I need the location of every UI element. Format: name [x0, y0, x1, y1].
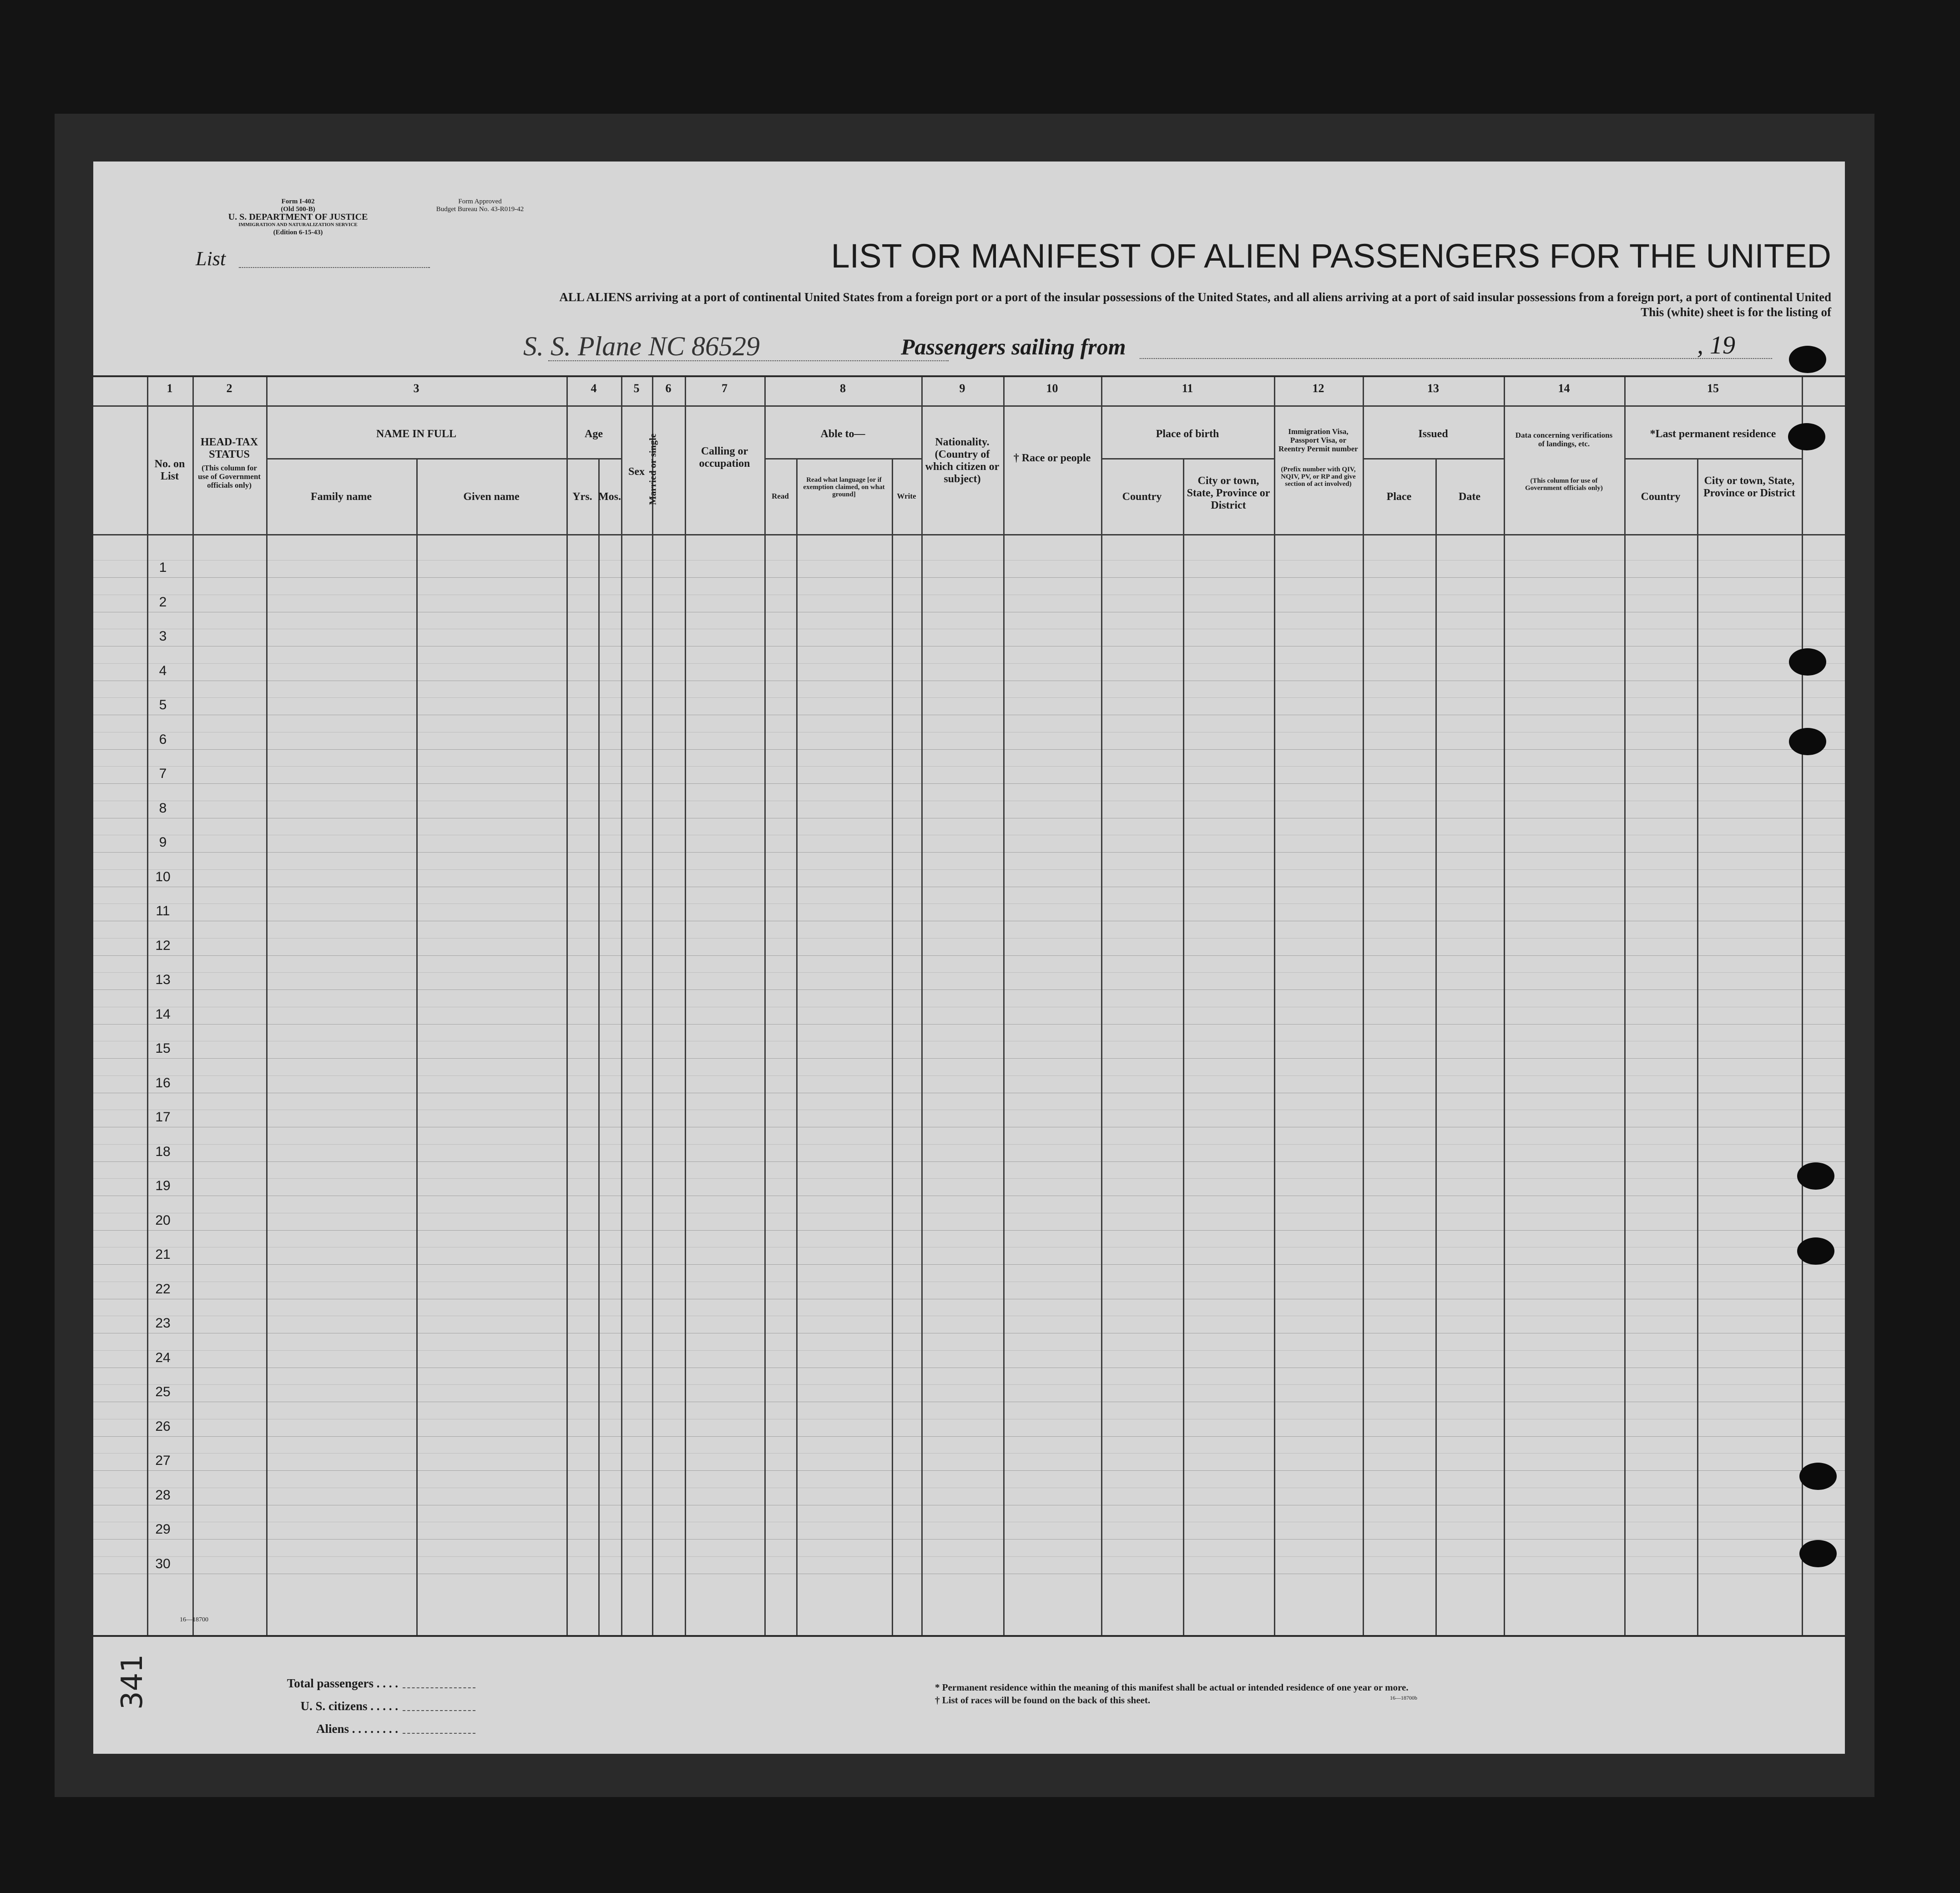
- footnotes: [935, 1681, 1409, 1706]
- column-divider: [192, 377, 194, 1635]
- write-header: Write: [897, 492, 916, 500]
- form-identifier: [175, 198, 421, 237]
- year-label: , 19: [1697, 331, 1735, 359]
- head-tax-header: HEAD-TAX STATUS: [200, 436, 258, 460]
- issued-header: Issued: [1418, 428, 1448, 440]
- column-divider: [1697, 458, 1698, 1635]
- birth-country-header: Country: [1122, 491, 1162, 503]
- punch-hole: [1799, 1463, 1837, 1490]
- column-divider: [1435, 458, 1437, 1635]
- row-number: 21: [155, 1247, 171, 1262]
- column-number: 10: [1046, 382, 1058, 395]
- punch-hole: [1788, 423, 1825, 450]
- totals-block: [248, 1672, 475, 1740]
- approval-line-1: Form Approved: [458, 198, 502, 205]
- married-single-header: Married or single: [647, 433, 658, 505]
- service-name: IMMIGRATION AND NATURALIZATION SERVICE: [238, 222, 358, 227]
- row-rule: [93, 1264, 1845, 1265]
- row-subrule: [93, 1556, 1845, 1557]
- column-divider: [1624, 377, 1626, 1635]
- footnote-residence: * Permanent residence within the meaning of this manifest shall be actual or intended residence of one year or more.: [935, 1682, 1409, 1693]
- punch-hole: [1797, 1237, 1834, 1265]
- able-to-header: Able to—: [820, 428, 865, 440]
- column-divider: [1802, 377, 1803, 1635]
- family-name-header: Family name: [311, 491, 372, 503]
- birth-subheader-divider: [1101, 458, 1274, 459]
- punch-hole: [1789, 728, 1826, 755]
- row-rule: [93, 1230, 1845, 1231]
- row-rule: [93, 1470, 1845, 1471]
- column-number: 8: [840, 382, 846, 395]
- birth-city-header: City or town, State, Province or District: [1187, 475, 1270, 511]
- row-number: 6: [159, 732, 167, 747]
- age-months-header: Mos.: [598, 491, 621, 503]
- row-subrule: [93, 1384, 1845, 1385]
- vessel-blank: [548, 360, 949, 361]
- punch-hole: [1799, 1540, 1837, 1567]
- sailing-from-label: Passengers sailing from: [901, 334, 1126, 359]
- row-number: 7: [159, 766, 167, 781]
- vessel-handwritten: S. S. Plane NC 86529: [523, 331, 760, 361]
- total-passengers-label: Total passengers . . . .: [287, 1676, 398, 1690]
- column-number: 12: [1312, 382, 1324, 395]
- row-number: 19: [155, 1178, 171, 1193]
- residence-subheader-divider: [1624, 458, 1802, 459]
- punch-hole: [1789, 346, 1826, 373]
- row-number: 20: [155, 1212, 171, 1228]
- row-subrule: [93, 1075, 1845, 1076]
- column-divider: [1101, 377, 1102, 1635]
- row-number: 25: [155, 1384, 171, 1399]
- issued-date-header: Date: [1459, 491, 1480, 503]
- column-number: 3: [413, 382, 419, 395]
- age-header: Age: [585, 428, 603, 440]
- head-tax-note: (This column for use of Government officials only): [198, 464, 261, 490]
- column-divider: [416, 458, 418, 1635]
- column-divider: [921, 377, 923, 1635]
- us-citizens-label: U. S. citizens . . . . .: [300, 1699, 398, 1713]
- row-number: 18: [155, 1144, 171, 1159]
- column-divider: [621, 377, 622, 1635]
- column-number: 1: [167, 382, 173, 395]
- row-number: 26: [155, 1418, 171, 1434]
- form-number: Form I-402: [281, 198, 315, 205]
- row-subrule: [93, 869, 1845, 870]
- nationality-header: Nationality. (Country of which citizen or subject): [925, 436, 1000, 485]
- column-divider: [598, 458, 600, 1635]
- column-number: 5: [633, 382, 640, 395]
- row-rule: [93, 852, 1845, 853]
- race-header: † Race or people: [1013, 452, 1091, 464]
- column-divider: [1274, 377, 1275, 1635]
- header-bottom-divider: [93, 534, 1845, 535]
- department-name: U. S. DEPARTMENT OF JUSTICE: [228, 212, 368, 222]
- row-rule: [93, 989, 1845, 990]
- issued-place-header: Place: [1386, 491, 1412, 503]
- row-rule: [93, 1161, 1845, 1162]
- column-divider: [652, 377, 653, 1635]
- column-divider: [796, 458, 798, 1635]
- aliens-label: Aliens . . . . . . . .: [316, 1722, 398, 1736]
- row-rule: [93, 1024, 1845, 1025]
- aliens-blank: [403, 1724, 475, 1734]
- no-on-list-header: No. on List: [154, 458, 185, 482]
- form-old-number: (Old 500-B): [281, 206, 315, 213]
- row-number: 17: [155, 1110, 171, 1125]
- row-subrule: [93, 697, 1845, 698]
- approval-line-2: Budget Bureau No. 43-R019-42: [436, 206, 524, 213]
- column-divider: [892, 458, 893, 1635]
- total-passengers-blank: [403, 1678, 475, 1688]
- row-rule: [93, 1058, 1845, 1059]
- punch-hole: [1789, 648, 1826, 676]
- aliens-row: [248, 1717, 475, 1740]
- form-approval: [384, 198, 576, 213]
- row-number: 14: [155, 1006, 171, 1022]
- row-subrule: [93, 938, 1845, 939]
- row-number: 9: [159, 835, 167, 850]
- list-number-blank: [239, 267, 430, 268]
- subtitle-line-2: This (white) sheet is for the listing of: [1641, 305, 1831, 319]
- row-number: 28: [155, 1487, 171, 1503]
- column-divider: [1183, 458, 1184, 1635]
- read-header: Read: [772, 492, 789, 500]
- column-number: 11: [1182, 382, 1193, 395]
- visa-header: Immigration Visa, Passport Visa, or Reentry Permit number: [1278, 427, 1358, 453]
- total-passengers-row: [248, 1672, 475, 1695]
- row-number: 11: [156, 904, 170, 919]
- row-subrule: [93, 1453, 1845, 1454]
- row-rule: [93, 749, 1845, 750]
- manifest-sheet: [93, 162, 1845, 1754]
- row-number: 8: [159, 800, 167, 816]
- subtitle-line-1: ALL ALIENS arriving at a port of continental United States from a foreign port or a port of the insular possessions of the United States, and all aliens arriving at a port of said insular possessions from a foreign port, a port of continental United: [559, 290, 1831, 304]
- row-rule: [93, 783, 1845, 784]
- page-subtitle: [412, 290, 1831, 320]
- sex-header: Sex: [628, 466, 645, 478]
- column-number: 13: [1427, 382, 1439, 395]
- row-number: 4: [159, 663, 167, 678]
- read-language-header: Read what language [or if exemption claimed, on what ground]: [803, 476, 885, 498]
- margin-page-number: 341: [116, 1654, 150, 1710]
- row-subrule: [93, 972, 1845, 973]
- footnote-races: † List of races will be found on the back of this sheet.: [935, 1695, 1151, 1706]
- calling-occupation-header: Calling or occupation: [699, 445, 750, 469]
- column-divider: [1003, 377, 1005, 1635]
- column-number: 4: [591, 382, 597, 395]
- residence-country-header: Country: [1641, 491, 1681, 503]
- given-name-header: Given name: [463, 491, 520, 503]
- row-subrule: [93, 663, 1845, 664]
- verifications-note: (This column for use of Government officials only): [1525, 477, 1603, 492]
- row-number: 1: [159, 560, 167, 575]
- issued-subheader-divider: [1363, 458, 1504, 459]
- row-subrule: [93, 766, 1845, 767]
- age-subheader-divider: [566, 458, 621, 459]
- row-rule: [93, 955, 1845, 956]
- able-subheader-divider: [764, 458, 921, 459]
- age-years-header: Yrs.: [572, 491, 592, 503]
- column-number-divider: [93, 405, 1845, 407]
- visa-note: (Prefix number with QIV, NQIV, PV, or RP and give section of act involved): [1281, 466, 1356, 488]
- verifications-header: Data concerning verifications of landings, etc.: [1515, 431, 1613, 448]
- column-number: 6: [665, 382, 672, 395]
- column-divider: [1504, 377, 1505, 1635]
- print-code: 16—18700: [180, 1616, 208, 1623]
- column-divider: [1363, 377, 1364, 1635]
- row-number: 29: [155, 1522, 171, 1537]
- column-number: 14: [1558, 382, 1570, 395]
- row-rule: [93, 1539, 1845, 1540]
- row-number: 3: [159, 629, 167, 644]
- list-label: List: [196, 247, 226, 270]
- row-number: 5: [159, 697, 167, 712]
- row-number: 10: [155, 869, 171, 884]
- row-rule: [93, 577, 1845, 578]
- name-in-full-header: NAME IN FULL: [376, 428, 456, 440]
- form-edition: (Edition 6-15-43): [273, 229, 323, 236]
- row-number: 12: [155, 938, 171, 953]
- page-title: LIST OR MANIFEST OF ALIEN PASSENGERS FOR THE UNITED: [831, 237, 1831, 275]
- last-residence-header: *Last permanent residence: [1650, 428, 1776, 440]
- row-number: 23: [155, 1316, 171, 1331]
- column-number: 7: [722, 382, 727, 395]
- row-subrule: [93, 1144, 1845, 1145]
- place-of-birth-header: Place of birth: [1156, 428, 1219, 440]
- residence-city-header: City or town, State, Province or District: [1703, 475, 1795, 499]
- column-divider: [685, 377, 686, 1635]
- row-number: 16: [155, 1075, 171, 1090]
- column-number: 9: [959, 382, 965, 395]
- row-number: 13: [155, 972, 171, 987]
- row-number: 22: [155, 1281, 171, 1297]
- row-number: 24: [155, 1350, 171, 1365]
- row-number: 27: [155, 1453, 171, 1468]
- row-subrule: [93, 1350, 1845, 1351]
- us-citizens-row: [248, 1695, 475, 1717]
- row-rule: [93, 1436, 1845, 1437]
- column-divider: [266, 377, 268, 1635]
- row-subrule: [93, 1178, 1845, 1179]
- us-citizens-blank: [403, 1701, 475, 1711]
- row-number: 30: [155, 1556, 171, 1571]
- footnote-code: 16—18700b: [1390, 1695, 1417, 1701]
- column-divider: [764, 377, 766, 1635]
- row-number: 2: [159, 594, 167, 610]
- punch-hole: [1797, 1162, 1834, 1190]
- column-number: 2: [226, 382, 232, 395]
- manifest-table: [93, 375, 1845, 1637]
- column-number: 15: [1707, 382, 1719, 395]
- column-divider: [566, 377, 568, 1635]
- row-number: 15: [155, 1041, 171, 1056]
- sailing-from-blank: [1140, 358, 1772, 359]
